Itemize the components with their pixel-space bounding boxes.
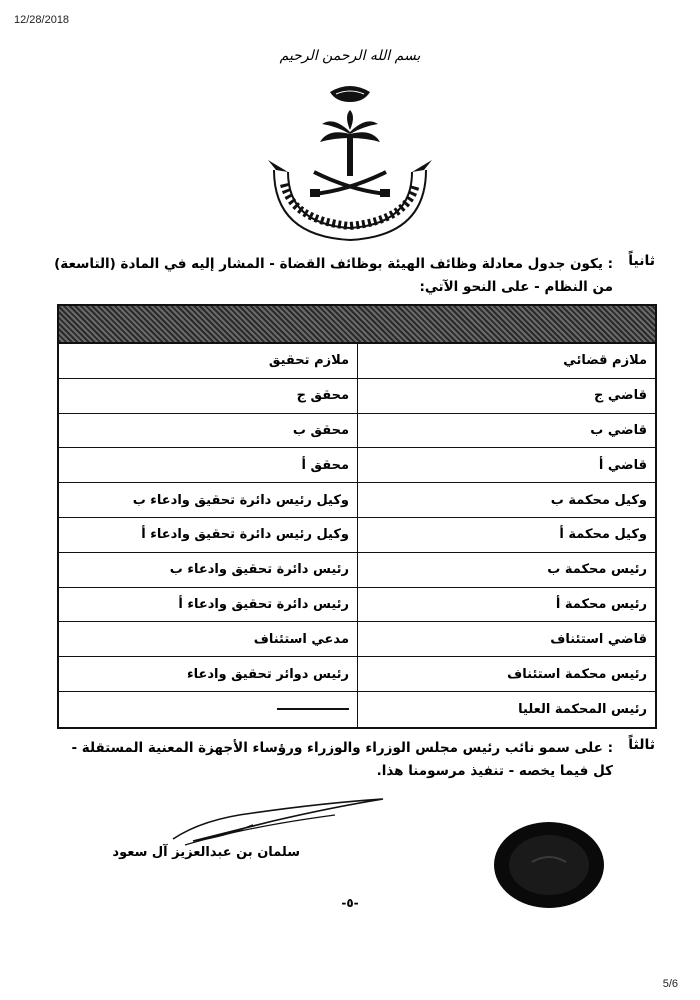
print-date: 12/28/2018 (14, 14, 70, 26)
judge-position-cell: قاضي ج (357, 379, 655, 413)
table-row (59, 588, 655, 623)
judge-position-cell: وكيل محكمة ب (357, 483, 655, 517)
commission-position-cell (59, 692, 357, 727)
commission-position-cell: محقق أ (301, 457, 349, 473)
commission-position-cell: وكيل رئيس دائرة تحقيق وادعاء أ (141, 527, 349, 543)
commission-position-cell: مدعي استئناف (253, 631, 349, 647)
basmala: بسم الله الرحمن الرحيم (279, 48, 421, 64)
commission-position-cell: محقق ج (296, 388, 349, 404)
judge-position-cell: قاضي أ (357, 448, 655, 482)
judge-position-cell: قاضي ب (357, 414, 655, 448)
judge-position-cell: قاضي استئناف (357, 622, 655, 656)
table-body (59, 344, 655, 727)
table-row (59, 657, 655, 692)
judge-position-cell: ملازم قضائي (357, 344, 655, 378)
table-row (59, 414, 655, 449)
commission-position-cell: رئيس دوائر تحقيق وادعاء (186, 666, 349, 682)
table-row (59, 483, 655, 518)
commission-position-cell: محقق ب (292, 422, 349, 438)
folio-number: -٥- (341, 896, 359, 910)
table-row (59, 379, 655, 414)
table-row (59, 692, 655, 727)
blank-dash-line (277, 708, 349, 710)
judge-position-cell: رئيس محكمة ب (357, 553, 655, 587)
judge-position-cell: رئيس المحكمة العليا (357, 692, 655, 727)
commission-position-cell: رئيس دائرة تحقيق وادعاء أ (178, 596, 349, 612)
clause-three-text: : على سمو نائب رئيس مجلس الوزراء والوزراء ورؤساء الأجهزة المعنية المستقلة - كل فيما يخصه - تنفيذ مرسومنا هذا. (71, 740, 613, 779)
clause-two-label: ثانياً (628, 253, 655, 269)
saudi-emblem-logo (262, 72, 438, 248)
table-row (59, 553, 655, 588)
signer-name: سلمان بن عبدالعزيز آل سعود (112, 845, 300, 860)
judge-position-cell: رئيس محكمة استئناف (357, 657, 655, 691)
table-header-shaded (59, 306, 655, 344)
table-row (59, 344, 655, 379)
commission-position-cell: رئيس دائرة تحقيق وادعاء ب (169, 562, 349, 578)
clause-two-text: : يكون جدول معادلة وظائف الهيئة بوظائف القضاة - المشار إليه في المادة (التاسعة) من النظام - على النحو الآتي: (54, 256, 613, 295)
commission-position-cell: وكيل رئيس دائرة تحقيق وادعاء ب (132, 492, 349, 508)
page-number: 5/6 (662, 978, 678, 990)
judge-position-cell: وكيل محكمة أ (357, 518, 655, 552)
table-row (59, 518, 655, 553)
table-row (59, 448, 655, 483)
judge-position-cell: رئيس محكمة أ (357, 588, 655, 622)
clause-three-label: ثالثاً (628, 737, 655, 753)
commission-position-cell: ملازم تحقيق (268, 353, 349, 369)
equivalence-table (57, 304, 657, 729)
table-row (59, 622, 655, 657)
